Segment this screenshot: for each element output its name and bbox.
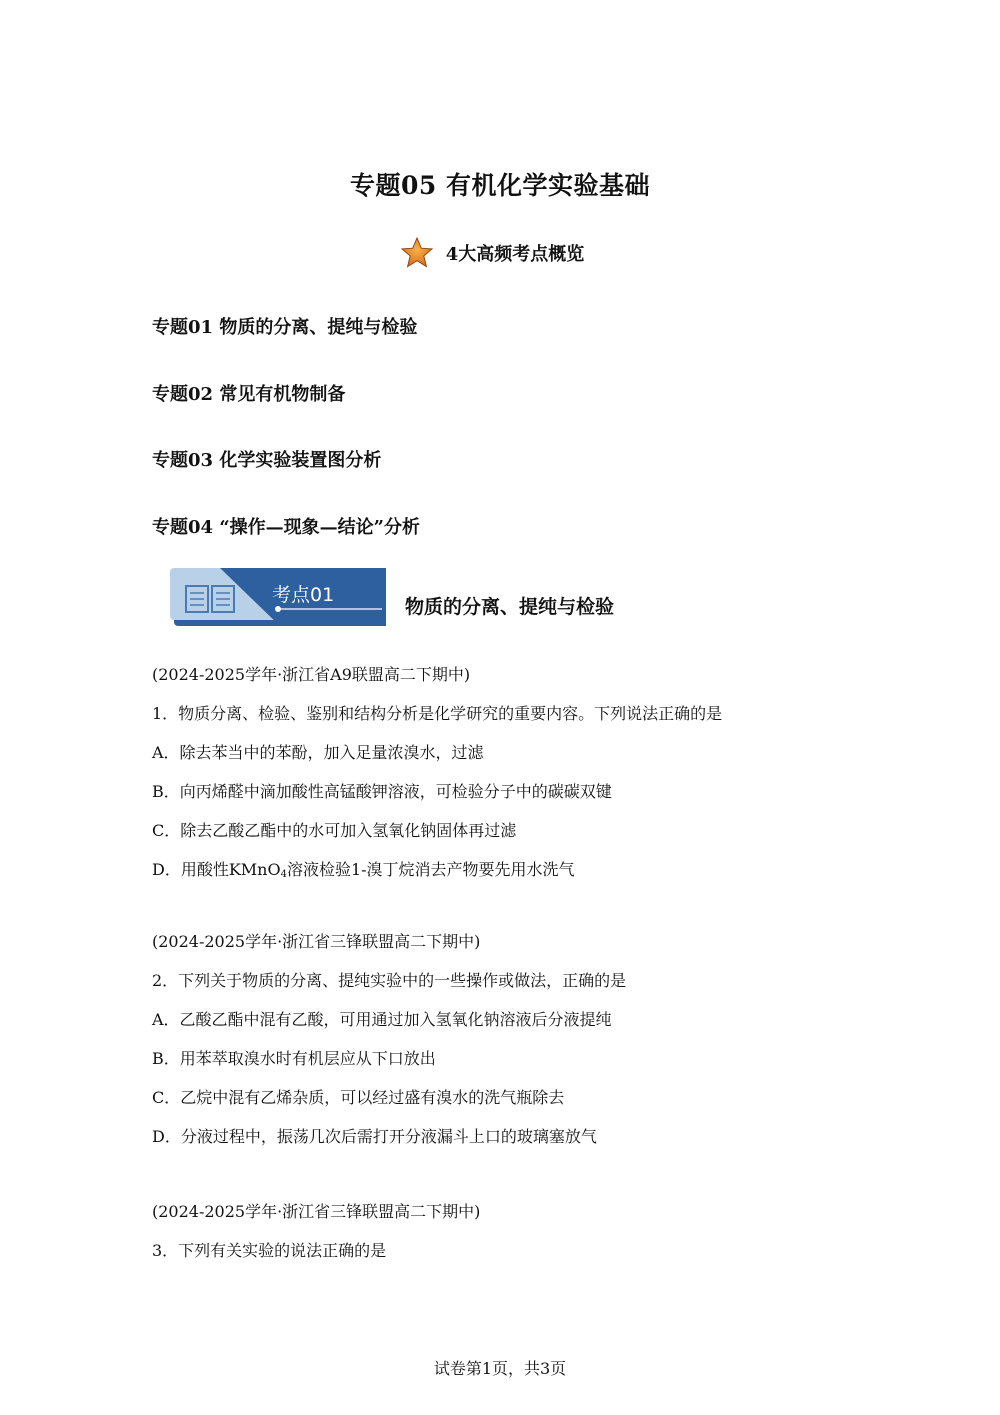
question-option: C．乙烷中混有乙烯杂质，可以经过盛有溴水的洗气瓶除去 — [152, 1088, 565, 1107]
question-option: C．除去乙酸乙酯中的水可加入氢氧化钠固体再过滤 — [152, 821, 517, 840]
topic-item: 专题02 常见有机物制备 — [152, 384, 346, 405]
question-option: A．乙酸乙酯中混有乙酸，可用通过加入氢氧化钠溶液后分液提纯 — [152, 1010, 612, 1029]
question-option: D．分液过程中，振荡几次后需打开分液漏斗上口的玻璃塞放气 — [152, 1127, 597, 1146]
topic-item: 专题01 物质的分离、提纯与检验 — [152, 317, 418, 338]
question-block — [152, 922, 912, 1156]
option-d-prefix: D．用酸性KMnO — [152, 860, 281, 879]
star-icon — [400, 236, 434, 270]
question-option: A．除去苯当中的苯酚，加入足量浓溴水，过滤 — [152, 743, 484, 762]
question-stem: 2．下列关于物质的分离、提纯实验中的一些操作或做法，正确的是 — [152, 971, 627, 990]
question-option: B．向丙烯醛中滴加酸性高锰酸钾溶液，可检验分子中的碳碳双键 — [152, 782, 612, 801]
topic-item: 专题04 “操作—现象—结论”分析 — [152, 517, 421, 538]
topic-item: 专题03 化学实验装置图分析 — [152, 450, 382, 471]
question-option: B．用苯萃取溴水时有机层应从下口放出 — [152, 1049, 436, 1068]
question-block — [152, 1192, 912, 1270]
overview-text: 4大高频考点概览 — [445, 244, 585, 265]
question-source: (2024-2025学年·浙江省三锋联盟高二下期中) — [152, 932, 481, 951]
question-option — [152, 850, 912, 889]
section-badge-label: 考点01 — [272, 584, 335, 606]
question-block — [152, 655, 912, 889]
section-badge-graphic — [170, 568, 390, 630]
overview-heading — [0, 236, 1000, 270]
page-footer: 试卷第1页，共3页 — [433, 1359, 567, 1378]
document-title: 专题05 有机化学实验基础 — [350, 171, 650, 200]
section-badge — [170, 568, 390, 630]
question-source: (2024-2025学年·浙江省三锋联盟高二下期中) — [152, 1202, 481, 1221]
option-d-suffix: 溶液检验1-溴丁烷消去产物要先用水洗气 — [286, 860, 575, 879]
question-source: (2024-2025学年·浙江省A9联盟高二下期中) — [152, 665, 471, 684]
section-title: 物质的分离、提纯与检验 — [405, 596, 615, 618]
question-stem: 1．物质分离、检验、鉴别和结构分析是化学研究的重要内容。下列说法正确的是 — [152, 704, 723, 723]
question-stem: 3．下列有关实验的说法正确的是 — [152, 1241, 387, 1260]
option-d-subscript: 4 — [280, 869, 287, 880]
